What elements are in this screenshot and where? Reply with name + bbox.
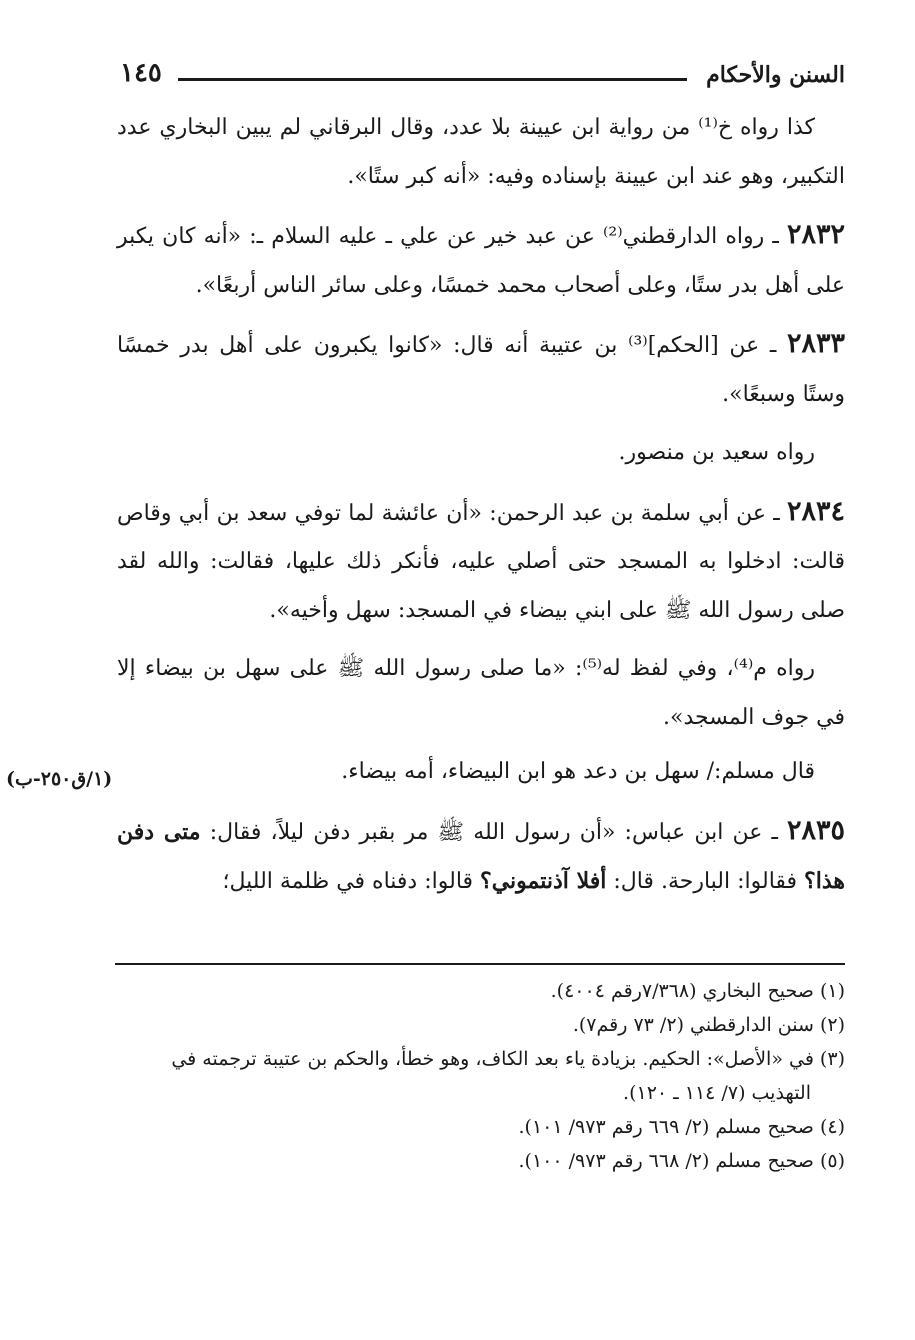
footnotes: [115, 974, 845, 1178]
hadith-number: ٢٨٣٢: [787, 219, 846, 250]
hadith-2833: [117, 320, 845, 419]
footnote-2: (٢) سنن الدارقطني (٢/ ٧٣ رقم٧).: [572, 1014, 845, 1036]
page-number: ١٤٥: [120, 58, 162, 88]
hadith-text: فقالوا: البارحة. قال:: [606, 869, 805, 894]
paragraph-saeed: رواه سعيد بن منصور.: [618, 440, 815, 465]
footnote-3: (٣) في «الأصل»: الحكيم. بزيادة ياء بعد الكاف، وهو خطأ، والحكم بن عتيبة ترجمته في: [171, 1048, 845, 1070]
paragraph-bukhari-note: كذا رواه خ⁽¹⁾ من رواية ابن عيينة بلا عدد، وقال البرقاني لم يبين البخاري عدد التكبير، وهو عند ابن عيينة بإسناده وفيه: «أنه كبر ستًا».: [117, 115, 845, 189]
hadith-text: ـ عن أبي سلمة بن عبد الرحمن: «أن عائشة لما توفي سعد بن أبي وقاص قالت: ادخلوا به المسجد حتى أصلي عليه، فأنكر ذلك عليها، فقالت: والله لقد صلى رسول الله ﷺ على ابني بيضاء في المسجد: سهل وأخيه».: [117, 500, 845, 623]
footnote-1: (١) صحيح البخاري (٧/٣٦٨رقم ٤٠٠٤).: [550, 980, 845, 1002]
main-text: [117, 104, 845, 917]
hadith-text: ـ رواه الدارقطني⁽²⁾ عن عبد خير عن علي ـ عليه السلام ـ: «أنه كان يكبر على أهل بدر ستًا، وعلى أصحاب محمد خمسًا، وعلى سائر الناس أربعًا».: [117, 224, 845, 298]
hadith-number: ٢٨٣٣: [786, 328, 845, 359]
bold-quote: متى دفن هذا؟: [117, 818, 845, 894]
hadith-2835: [117, 807, 845, 907]
running-header-title: السنن والأحكام: [706, 62, 845, 88]
hadith-text: ـ عن ابن عباس: «أن رسول الله ﷺ مر بقبر دفن ليلاً، فقال:: [200, 819, 787, 845]
manuscript-folio-note: (١/ق٢٥٠-ب): [6, 768, 113, 790]
hadith-2832: [117, 211, 845, 310]
hadith-text: قالوا: دفناه في ظلمة الليل؛: [222, 869, 481, 894]
footnote-rule: [115, 963, 845, 965]
footnote-5: (٥) صحيح مسلم (٢/ ٦٦٨ رقم ٩٧٣/ ١٠٠).: [518, 1150, 845, 1172]
paragraph-muslim-said: قال مسلم:/ سهل بن دعد هو ابن البيضاء، أمه بيضاء.: [341, 759, 815, 784]
footnote-3-continuation: التهذيب (٧/ ١١٤ ـ ١٢٠).: [623, 1082, 811, 1104]
hadith-2834: [117, 488, 845, 636]
footnote-4: (٤) صحيح مسلم (٢/ ٦٦٩ رقم ٩٧٣/ ١٠١).: [518, 1116, 845, 1138]
bold-quote: أفلا آذنتموني؟: [480, 868, 607, 894]
paragraph-muslim: رواه م⁽⁴⁾، وفي لفظ له⁽⁵⁾: «ما صلى رسول الله ﷺ على سهل بن بيضاء إلا في جوف المسجد».: [117, 656, 845, 730]
hadith-text: ـ عن [الحكم]⁽³⁾ بن عتيبة أنه قال: «كانوا يكبرون على أهل بدر خمسًا وستًا وسبعًا».: [117, 333, 845, 407]
hadith-number: ٢٨٣٤: [786, 495, 845, 527]
hadith-number: ٢٨٣٥: [787, 814, 846, 846]
header-rule: [178, 78, 687, 81]
